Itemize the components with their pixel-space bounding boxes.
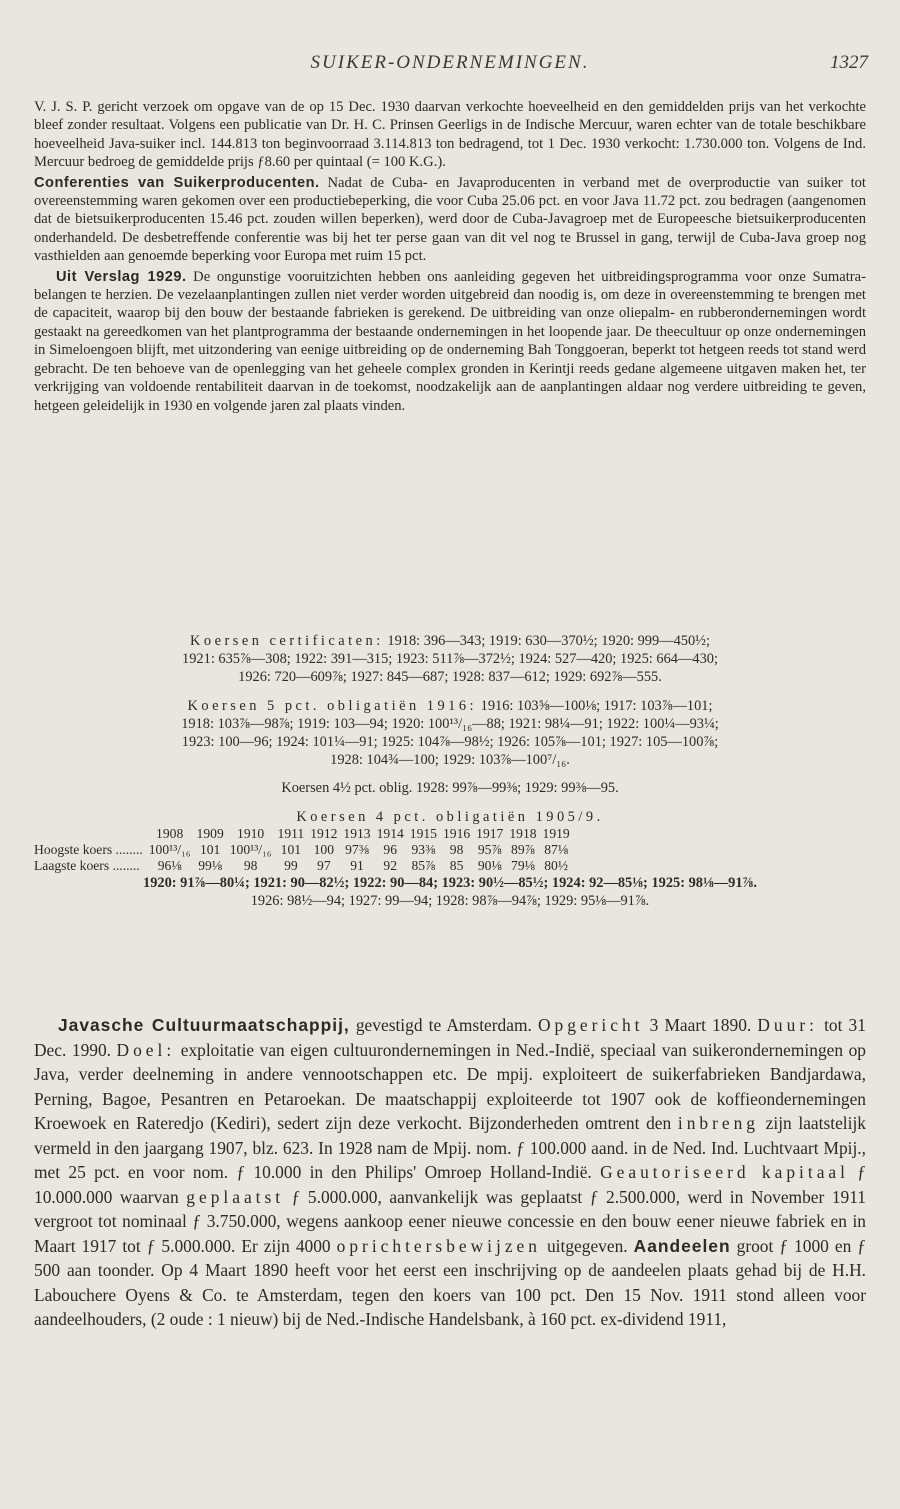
- low-cell: 85: [449, 857, 464, 873]
- low-label: Laagste koers ........: [34, 857, 140, 873]
- table-row-low: [34, 858, 573, 874]
- running-head: [0, 52, 900, 82]
- text-conferences: Nadat de Cuba- en Javaproducenten in verband met de overproductie van suiker tot overeenstemming waren gekomen over een productiebeperking, die voor Cuba 25.06 pct. en voor Java 11.72 pct. zou bedragen (aangenomen dat de bietsuikerproducenten 15.46 pct. zouden willen beperken), werd door de Cuba-Javagroep met de Europeesche bietsuikerproducenten onderhandeld. De desbetreffende conferentie was bij het ter perse gaan van dit vel nog te Brussel in gang, terwijl de Cuba-Java groep nog vasthielden aan genoemde beperking voor Europa met ruim 15 pct.: [34, 174, 866, 265]
- year-cell: 1918: [509, 825, 537, 841]
- high-cell: 101: [199, 841, 221, 857]
- obl45-line: 1928: 99⅞—99⅜; 1929: 99⅜—95.: [416, 780, 619, 797]
- doel-label: Doel:: [116, 1039, 176, 1060]
- cert-line-2: 1921: 635⅞—308; 1922: 391—315; 1923: 511⅞—372½; 1924: 527—420; 1925: 664—430;: [182, 651, 718, 668]
- obl4-table: [34, 826, 573, 874]
- high-cell: 100¹³/₁₆: [229, 841, 272, 857]
- obl4-quotes: [34, 808, 866, 911]
- obl45-quotes: [34, 779, 866, 797]
- low-cell: 90⅛: [477, 857, 502, 873]
- high-cell: 93⅜: [411, 841, 436, 857]
- year-cell: 1908: [156, 825, 184, 841]
- low-cell: 98: [243, 857, 258, 873]
- year-cell: 1915: [409, 825, 437, 841]
- quotes-section: [34, 632, 866, 910]
- low-cell: 92: [383, 857, 397, 873]
- table-row-years: [34, 826, 573, 842]
- paragraph-company: [34, 1013, 866, 1332]
- page-title: SUIKER-ONDERNEMINGEN.: [310, 52, 590, 73]
- text-2: 3 Maart 1890.: [649, 1015, 752, 1035]
- high-cell: 97⅜: [345, 841, 369, 857]
- high-cell: 98: [449, 841, 464, 857]
- low-cell: 97: [317, 857, 331, 873]
- year-cell: 1914: [376, 825, 404, 841]
- obl5-line-2: 1918: 103⅞—98⅞; 1919: 103—94; 1920: 100¹³/₁₆—88; 1921: 98¼—91; 1922: 100¼—93¼;: [181, 715, 719, 732]
- text-report: De ongunstige vooruitzichten hebben ons aanleiding gegeven het uitbreidingsprogramma voor onze Sumatra-belangen te herzien. De vezelaanplantingen zullen niet verder worden uitgebreid dan noodig is, om deze in overeenstemming te brengen met de capaciteit, waarop bij den bouw der bestaande fabrieken is gerekend. De uitbreiding van onze oliepalm- en rubberondernemingen wordt gestaakt na gereedkomen van het plantprogramma der bestaande ondernemingen in het loopende jaar. De theecultuur op onze ondernemingen in Simeloengoen blijft, met uitzondering van eenige uitbreiding op de onderneming Bah Tonggoeran, beperkt tot hetgeen reeds tot stand werd gebracht. De ten behoeve van de openlegging van het geheele complex gronden in Kerintji reeds gedane algemeene uitgaven maken het, ter verkrijging van voldoende rentabiliteit daarvan in de toekomst, noodzakelijk aan de aanplantingen aldaar nog verdere uitbreiding te geven, hetgeen geleidelijk in 1930 en volgende jaren zal plaats vinden.: [34, 268, 866, 414]
- text-1: gevestigd te Amsterdam.: [355, 1015, 532, 1035]
- cert-quotes: [34, 632, 866, 687]
- low-cell: 85⅞: [411, 857, 436, 873]
- obl5-line-1: 1916: 103⅝—100⅛; 1917: 103⅞—101;: [480, 697, 713, 714]
- year-cell: 1910: [237, 825, 265, 841]
- year-cell: 1912: [310, 825, 338, 841]
- text-6: ƒ 10.000.000 waarvan: [34, 1162, 866, 1207]
- high-cell: 95⅞: [477, 841, 502, 857]
- cert-line-1: 1918: 396—343; 1919: 630—370½; 1920: 999—450½;: [387, 633, 710, 649]
- text-9: groot ƒ 1000 en ƒ 500 aan toonder. Op 4 Maart 1890 heeft voor het eerst een inschrijving op de aandeelen plaats gehad bij de H.H. Labouchere Oyens & Co. te Amsterdam, tegen den koers van 100 pct. Den 15 Nov. 1911 stond alleen voor aandeelhouders, (2 oude : 1 nieuw) bij de Ned.-Indische Handelsbank, à 160 pct. ex-dividend 1911,: [34, 1235, 866, 1329]
- text-7: ƒ 5.000.000, aanvankelijk was geplaatst ƒ 2.500.000, werd in November 1911 vergroot tot nominaal ƒ 3.750.000, wegens aankoop eener nieuwe concessie en den bouw eener nieuwe fabriek en in Maart 1917 tot ƒ 5.000.000. Er zijn 4000: [34, 1186, 866, 1256]
- year-cell: 1919: [542, 825, 570, 841]
- low-cell: 99: [284, 857, 298, 873]
- high-cell: 100¹³/₁₆: [148, 841, 191, 857]
- opgericht-label: Opgericht: [537, 1015, 644, 1035]
- high-cell: 101: [280, 841, 302, 857]
- obl5-line-4: 1928: 104¾—100; 1929: 103⅞—100⁷/₁₆.: [330, 752, 570, 769]
- low-cell: 99⅛: [198, 857, 223, 873]
- paragraph-conferences: [34, 174, 866, 266]
- heading-report: Uit Verslag 1929.: [56, 268, 187, 285]
- low-cell: 80½: [544, 857, 569, 873]
- duur-label: Duur:: [757, 1015, 818, 1035]
- paragraph-report: [34, 268, 866, 415]
- year-cell: 1911: [277, 825, 305, 841]
- low-cell: 96⅛: [157, 857, 182, 873]
- heading-conferences: Conferenties van Suikerproducenten.: [34, 174, 320, 191]
- obl5-label: Koersen 5 pct. obligatiën 1916:: [187, 697, 478, 714]
- high-cell: 100: [313, 841, 334, 857]
- obl4-line-1: 1920: 91⅞—80¼; 1921: 90—82½; 1922: 90—84; 1923: 90½—85½; 1924: 92—85⅛; 1925: 98⅛—91⅞.: [143, 874, 757, 891]
- year-cell: 1909: [196, 825, 224, 841]
- text-5: zijn laatstelijk vermeld in den jaargang 1907, blz. 623. In 1928 nam de Mpij. nom. ƒ 100.000 aand. in de Ned. Ind. Luchtvaart Mpij., met 25 pct. en voor nom. ƒ 10.000 in den Philips' Omroep Holland-Indië.: [34, 1113, 866, 1182]
- text-8: uitgegeven.: [546, 1235, 628, 1256]
- obl5-quotes: [34, 697, 866, 770]
- obl4-line-2: 1926: 98½—94; 1927: 99—94; 1928: 98⅞—94⅞; 1929: 95⅛—91⅞.: [250, 893, 650, 910]
- high-cell: 87⅛: [544, 841, 569, 857]
- low-cell: 79⅛: [511, 857, 535, 873]
- page-number: 1327: [830, 52, 868, 73]
- year-cell: 1917: [476, 825, 504, 841]
- inbreng-label: inbreng: [677, 1113, 759, 1133]
- obl5-line-3: 1923: 100—96; 1924: 101¼—91; 1925: 104⅞—98½; 1926: 105⅞—101; 1927: 105—100⅞;: [181, 734, 719, 751]
- low-cell: 91: [350, 857, 364, 873]
- high-label: Hoogste koers ........: [34, 841, 143, 857]
- paragraph-sales: V. J. S. P. gericht verzoek om opgave van de op 15 Dec. 1930 daarvan verkochte hoeveelheid en den gemiddelden prijs van het verkochte bleef zonder resultaat. Volgens een publicatie van Dr. H. C. Prinsen Geerligs in de Indische Mercuur, waren echter van de totale beschikbare hoeveelheid Java-suiker incl. 144.813 ton beginvoorraad 3.114.813 ton bedragend, tot 1 Dec. 1930 verkocht: 1.730.000 ton. Volgens de Ind. Mercuur bedroeg de gemiddelde prijs ƒ8.60 per quintaal (= 100 K.G.).: [34, 99, 866, 171]
- obl4-label: Koersen 4 pct. obligatiën 1905/9.: [296, 808, 604, 825]
- high-cell: 89⅞: [511, 841, 535, 857]
- aandeelen-label: Aandeelen: [633, 1235, 731, 1256]
- high-cell: 96: [383, 841, 397, 857]
- text-4: exploitatie van eigen cultuurondernemingen in Ned.-Indië, speciaal van suikerondernemingen op Java, verder deelneming in andere vennootschappen etc. De mpij. exploiteert de suikerfabrieken Bandjardawa, Perning, Bagoe, Pesantren en Petaroekan. De maatschappij exploiteerde tot 1907 ook de koffieondernemingen Kroewoek en Rateredjo (Kediri), sedert zijn deze verkocht. Bijzonderheden omtrent den: [34, 1039, 866, 1133]
- lower-section: [34, 1013, 866, 1332]
- year-cell: 1916: [442, 825, 471, 841]
- geplaatst-label: geplaatst: [186, 1186, 285, 1207]
- company-name: Javasche Cultuurmaatschappij,: [58, 1015, 350, 1035]
- text-3: tot 31 Dec. 1990.: [34, 1015, 866, 1060]
- cert-line-3: 1926: 720—609⅞; 1927: 845—687; 1928: 837—612; 1929: 692⅞—555.: [238, 669, 662, 686]
- cert-label: Koersen certificaten:: [190, 633, 384, 649]
- table-row-high: [34, 842, 573, 858]
- obl45-label: Koersen 4½ pct. oblig.: [281, 780, 413, 797]
- upper-section: [34, 98, 866, 415]
- kapitaal-label: Geautoriseerd kapitaal: [600, 1162, 849, 1182]
- year-cell: 1913: [343, 825, 371, 841]
- oprichters-label: oprichtersbewijzen: [336, 1235, 541, 1256]
